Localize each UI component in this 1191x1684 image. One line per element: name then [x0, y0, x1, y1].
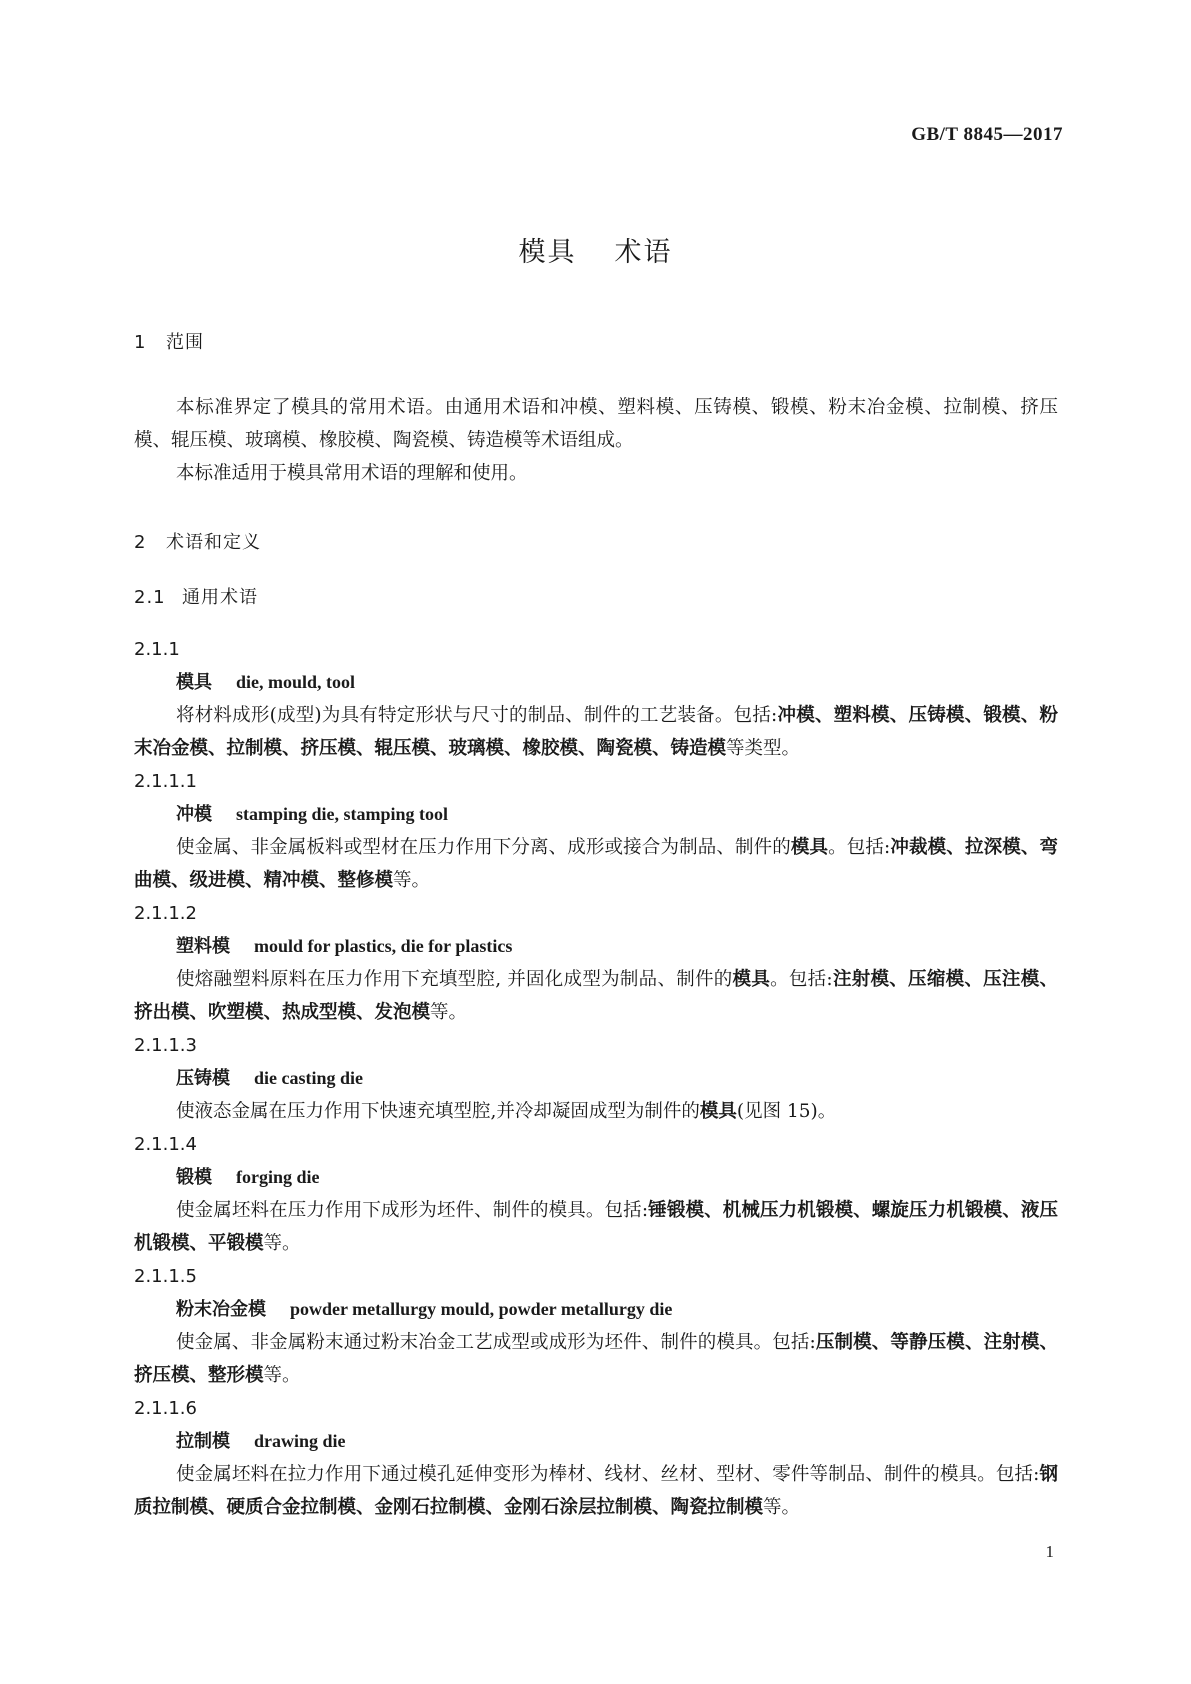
term-number: 2.1.1.2 — [134, 903, 197, 924]
term-english: die, mould, tool — [236, 672, 356, 692]
term-chinese: 压铸模 — [176, 1068, 230, 1089]
term-entry — [134, 1293, 1058, 1326]
scope-paragraph-2: 本标准适用于模具常用术语的理解和使用。 — [176, 463, 528, 484]
term-number: 2.1.1.6 — [134, 1398, 197, 1419]
term-english: stamping die, stamping tool — [236, 804, 449, 824]
term-entry — [134, 1062, 1058, 1095]
subsection-number: 2.1 — [134, 587, 166, 608]
term-definition: 使金属、非金属粉末通过粉末冶金工艺成型或成形为坯件、制件的模具。包括:压制模、等静压模、注射模、挤压模、整形模等。 — [134, 1332, 1058, 1386]
term-definition: 使金属、非金属板料或型材在压力作用下分离、成形或接合为制品、制件的模具。包括:冲裁模、拉深模、弯曲模、级进模、精冲模、整修模等。 — [134, 837, 1058, 891]
term-chinese: 塑料模 — [176, 936, 230, 957]
term-number: 2.1.1.5 — [134, 1266, 197, 1287]
term-chinese: 锻模 — [176, 1167, 212, 1188]
scope-paragraph-1: 本标准界定了模具的常用术语。由通用术语和冲模、塑料模、压铸模、锻模、粉末冶金模、拉制模、挤压模、辊压模、玻璃模、橡胶模、陶瓷模、铸造模等术语组成。 — [134, 397, 1058, 451]
term-chinese: 拉制模 — [176, 1431, 230, 1452]
term-number: 2.1.1.1 — [134, 771, 197, 792]
term-entry — [134, 1161, 1058, 1194]
standard-code: GB/T 8845—2017 — [911, 124, 1063, 145]
document-body — [134, 330, 1058, 1524]
term-english: powder metallurgy mould, powder metallurgy die — [290, 1299, 673, 1319]
term-number: 2.1.1.4 — [134, 1134, 197, 1155]
term-english: mould for plastics, die for plastics — [254, 936, 513, 956]
section-heading-scope — [134, 330, 1058, 356]
term-entry — [134, 798, 1058, 831]
term-entry — [134, 930, 1058, 963]
term-definition: 使金属坯料在拉力作用下通过模孔延伸变形为棒材、线材、丝材、型材、零件等制品、制件的模具。包括:钢质拉制模、硬质合金拉制模、金刚石拉制模、金刚石涂层拉制模、陶瓷拉制模等。 — [134, 1464, 1058, 1518]
term-chinese: 模具 — [176, 672, 212, 693]
page-number: 1 — [1045, 1542, 1054, 1561]
section-title: 术语和定义 — [166, 532, 261, 553]
title-part-1: 模具 — [518, 237, 577, 268]
subsection-heading-general — [134, 585, 1058, 611]
term-definition: 使金属坯料在压力作用下成形为坯件、制件的模具。包括:锤锻模、机械压力机锻模、螺旋压力机锻模、液压机锻模、平锻模等。 — [134, 1200, 1058, 1254]
title-part-2: 术语 — [614, 237, 673, 268]
term-chinese: 粉末冶金模 — [176, 1299, 266, 1320]
term-entry — [134, 666, 1058, 699]
term-definition: 使熔融塑料原料在压力作用下充填型腔, 并固化成型为制品、制件的模具。包括:注射模、压缩模、压注模、挤出模、吹塑模、热成型模、发泡模等。 — [134, 969, 1058, 1023]
term-english: forging die — [236, 1167, 320, 1187]
section-number: 1 — [134, 332, 147, 353]
document-title — [0, 230, 1191, 269]
term-english: drawing die — [254, 1431, 346, 1451]
term-entry — [134, 1425, 1058, 1458]
term-number: 2.1.1 — [134, 639, 180, 660]
subsection-title: 通用术语 — [182, 587, 258, 608]
term-chinese: 冲模 — [176, 804, 212, 825]
section-number: 2 — [134, 532, 147, 553]
term-english: die casting die — [254, 1068, 364, 1088]
term-definition: 使液态金属在压力作用下快速充填型腔,并冷却凝固成型为制件的模具(见图 15)。 — [176, 1101, 837, 1122]
section-heading-terms — [134, 530, 1058, 556]
section-title: 范围 — [166, 332, 204, 353]
term-number: 2.1.1.3 — [134, 1035, 197, 1056]
term-definition: 将材料成形(成型)为具有特定形状与尺寸的制品、制件的工艺装备。包括:冲模、塑料模、压铸模、锻模、粉末冶金模、拉制模、挤压模、辊压模、玻璃模、橡胶模、陶瓷模、铸造模等类型。 — [134, 705, 1058, 759]
